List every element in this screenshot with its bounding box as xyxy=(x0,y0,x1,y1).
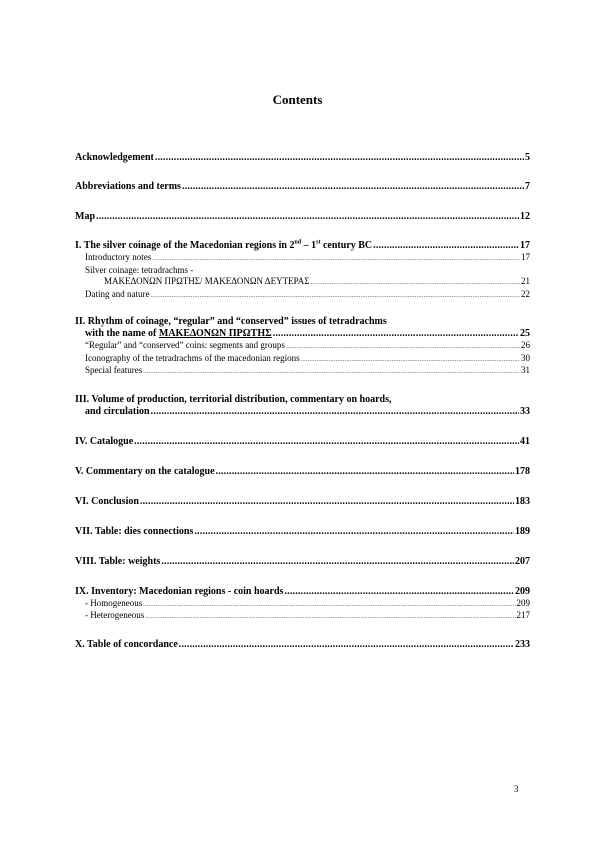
toc-subentry[interactable] xyxy=(75,610,530,623)
toc-entry-page: 17 xyxy=(520,240,530,251)
toc-entry-label: Acknowledgement xyxy=(75,152,154,163)
dot-leader xyxy=(152,253,520,265)
toc-entry-label: VII. Table: dies connections xyxy=(75,525,194,537)
toc-entry-label: VIII. Table: weights xyxy=(75,555,161,567)
dot-leader xyxy=(179,639,514,651)
toc-entry[interactable] xyxy=(75,240,530,252)
toc-entry-label: X. Table of concordance xyxy=(75,638,178,650)
toc-subentry-page: 30 xyxy=(521,352,530,363)
toc-entry[interactable] xyxy=(75,152,530,164)
dot-leader xyxy=(161,556,514,568)
toc-entry-label: Map xyxy=(75,211,95,222)
table-of-contents xyxy=(75,152,530,651)
toc-subentry-label: - Heterogeneous xyxy=(85,610,145,620)
dot-leader xyxy=(150,290,520,302)
dot-leader xyxy=(140,496,514,508)
dot-leader xyxy=(216,466,514,478)
toc-entry-label: Abbreviations and terms xyxy=(75,181,181,192)
dot-leader xyxy=(182,181,524,193)
toc-entry-page: 33 xyxy=(520,405,530,417)
toc-subentry-label: - Homogeneous xyxy=(85,597,143,608)
toc-entry[interactable] xyxy=(75,586,530,598)
dot-leader xyxy=(286,341,520,353)
toc-entry-page: 178 xyxy=(515,465,530,477)
toc-entry[interactable] xyxy=(75,556,530,568)
toc-entry[interactable] xyxy=(75,181,530,193)
dot-leader xyxy=(301,354,520,366)
toc-section-acknowledgement xyxy=(75,152,530,164)
toc-entry-page: 12 xyxy=(520,211,530,222)
toc-entry[interactable] xyxy=(75,406,530,418)
toc-subentry-page: 21 xyxy=(521,276,530,286)
toc-subentry-page: 17 xyxy=(521,252,530,262)
toc-entry-page: 25 xyxy=(520,328,530,339)
toc-subentry-page: 31 xyxy=(521,365,530,375)
toc-entry[interactable] xyxy=(75,466,530,478)
dot-leader xyxy=(155,152,524,164)
toc-subentry-page: 217 xyxy=(516,610,530,620)
toc-entry-label: with the name of ΜΑΚΕΔΟΝΩΝ ΠΡΩΤΗΣ xyxy=(85,328,272,339)
dot-leader xyxy=(145,611,515,623)
toc-entry-page: 7 xyxy=(525,181,530,192)
toc-subentry[interactable] xyxy=(75,365,530,378)
dot-leader xyxy=(96,211,519,223)
dot-leader xyxy=(373,240,519,252)
toc-subentry[interactable] xyxy=(75,598,530,611)
dot-leader xyxy=(151,406,519,418)
toc-subentry-label: Dating and nature xyxy=(85,288,150,299)
toc-subentry[interactable] xyxy=(75,276,530,289)
toc-subentry-label: “Regular” and “conserved” coins: segments and groups xyxy=(85,340,285,350)
toc-entry[interactable] xyxy=(75,328,530,340)
dot-leader xyxy=(143,599,515,611)
dot-leader xyxy=(311,277,520,289)
toc-subentry[interactable] xyxy=(75,353,530,366)
toc-subentry-label: Introductory notes xyxy=(85,252,152,262)
toc-subentry-label: Silver coinage: tetradrachms - xyxy=(85,264,194,275)
toc-entry-line1: III. Volume of production, territorial distribution, commentary on hoards, xyxy=(75,393,392,405)
greek-legend: ΜΑΚΕΔΟΝΩΝ ΠΡΩΤΗΣ xyxy=(158,328,272,339)
toc-entry-page: 207 xyxy=(515,555,530,567)
dot-leader xyxy=(134,436,519,448)
toc-subentry-label: ΜΑΚΕΔΟΝΩΝ ΠΡΩΤΗΣ/ ΜΑΚΕΔΟΝΩΝ ΔΕΥΤΕΡΑΣ xyxy=(104,276,310,286)
toc-entry[interactable] xyxy=(75,639,530,651)
dot-leader xyxy=(194,526,514,538)
toc-subentry[interactable] xyxy=(75,289,530,302)
toc-subentry-label: Iconography of the tetradrachms of the macedonian regions xyxy=(85,352,300,363)
page-title: Contents xyxy=(272,92,323,107)
toc-entry-page: 183 xyxy=(515,495,530,507)
toc-subentry-page: 209 xyxy=(516,597,530,608)
toc-entry-label: V. Commentary on the catalogue xyxy=(75,465,215,477)
page-number: 3 xyxy=(514,784,519,794)
toc-entry[interactable] xyxy=(75,526,530,538)
toc-entry-label: VI. Conclusion xyxy=(75,495,139,507)
toc-entry-label: IV. Catalogue xyxy=(75,435,134,447)
toc-subentry[interactable] xyxy=(75,252,530,265)
toc-subentry-label: Special features xyxy=(85,365,143,375)
toc-subentry-page: 26 xyxy=(521,340,530,350)
toc-entry-page: 233 xyxy=(515,638,530,650)
toc-entry-page: 5 xyxy=(525,152,530,163)
toc-subentry[interactable] xyxy=(75,340,530,353)
toc-entry[interactable] xyxy=(75,211,530,223)
toc-entry-page: 189 xyxy=(515,525,530,537)
toc-entry-label: and circulation xyxy=(85,405,150,417)
dot-leader xyxy=(143,366,520,378)
toc-entry-line1: II. Rhythm of coinage, “regular” and “conserved” issues of tetradrachms xyxy=(75,316,387,327)
toc-entry-label: IX. Inventory: Macedonian regions - coin hoards xyxy=(75,585,284,597)
toc-entry[interactable] xyxy=(75,496,530,508)
toc-entry-page: 41 xyxy=(520,435,530,447)
toc-subentry-page: 22 xyxy=(521,288,530,299)
toc-entry-label: I. The silver coinage of the Macedonian regions in 2nd – 1st century BC xyxy=(75,239,373,251)
toc-entry-page: 209 xyxy=(515,585,530,597)
dot-leader xyxy=(284,586,514,598)
dot-leader xyxy=(273,328,519,340)
toc-entry[interactable] xyxy=(75,436,530,448)
